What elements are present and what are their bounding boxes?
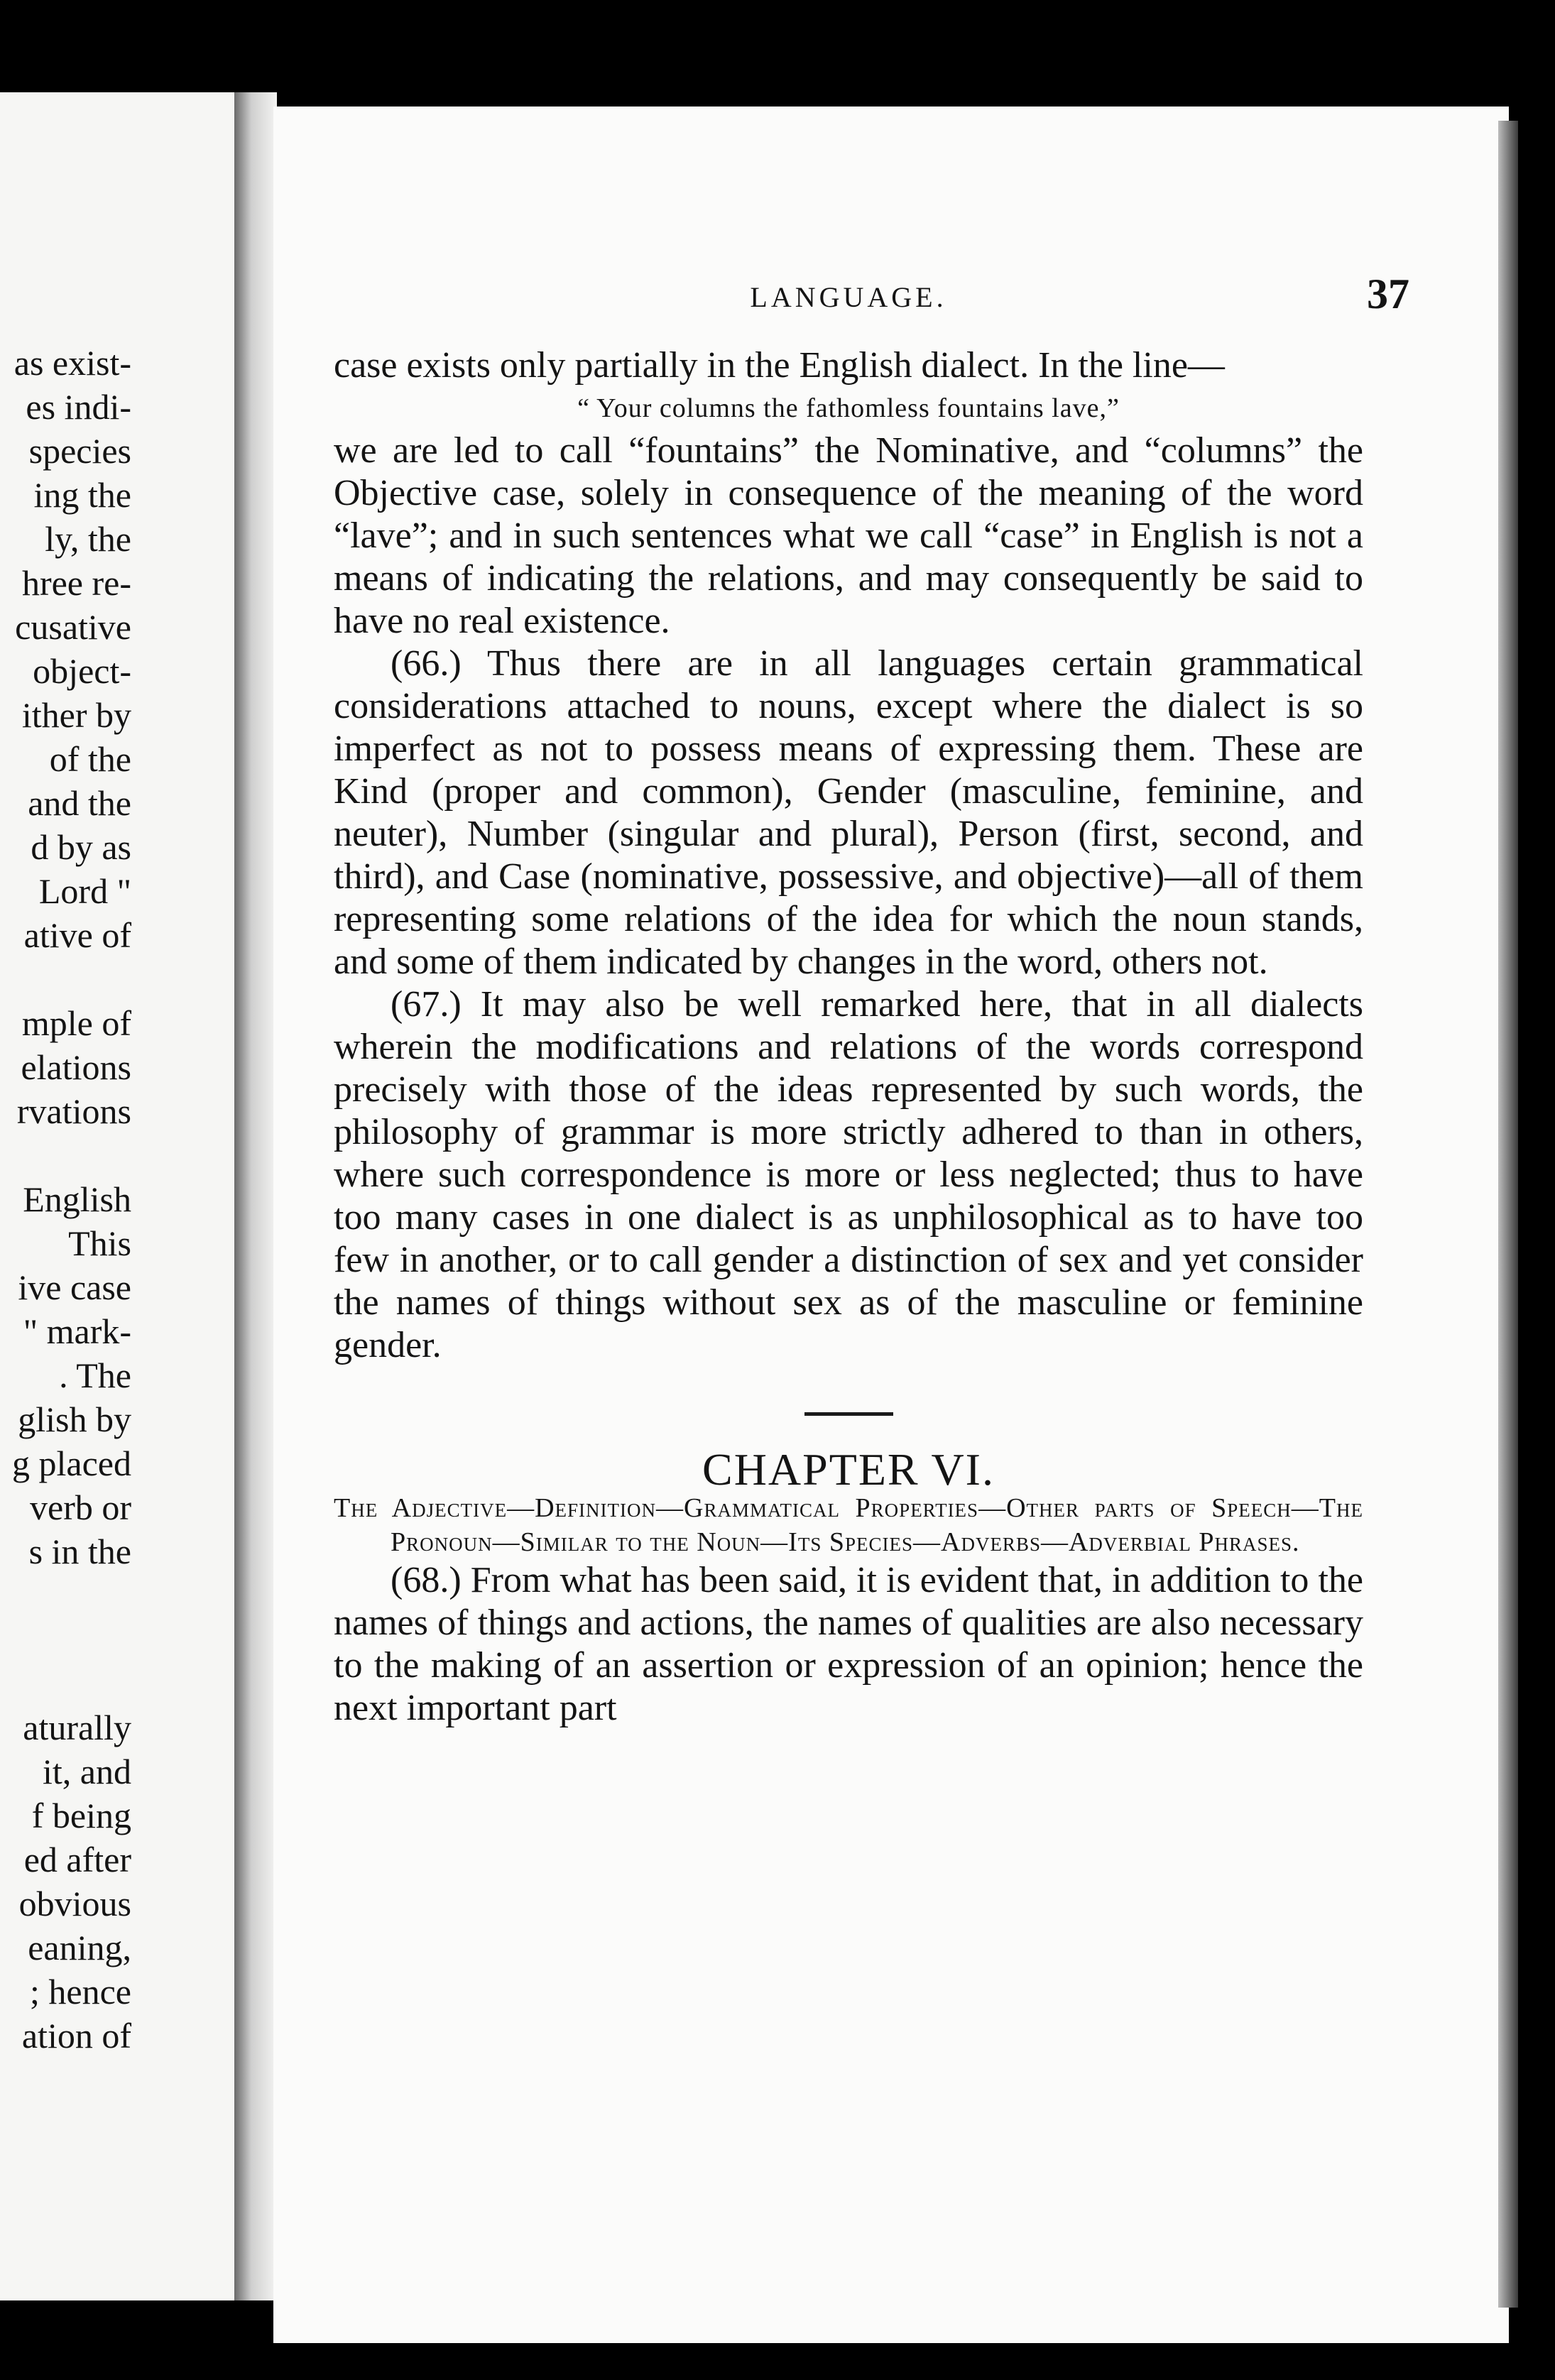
left-fragment-line: ly, the (45, 519, 131, 559)
left-fragment-line: ive case (18, 1267, 131, 1307)
left-fragment-line: object- (33, 651, 131, 691)
left-fragment-line (0, 1617, 131, 1661)
page-number: 37 (1367, 271, 1409, 317)
left-fragment-line: . The (59, 1355, 131, 1395)
left-fragment-line (0, 957, 131, 1001)
book-gutter (234, 92, 277, 2300)
paragraph-66: (66.) Thus there are in all languages certain grammatical considerations attached to nouns, except where the dialect is so imperfect as not to possess means of expressing them. These are Kind (proper and common), Gender (masculine, feminine, and neuter), Number (singular and plural), Person (first, second, and third), and Case (nominative, possessive, and objective)—all of them representing some relations of the idea for which the noun stands, and some of them indicated by changes in the word, others not. (334, 643, 1363, 982)
left-fragment-line: and the (28, 783, 131, 823)
right-page (273, 107, 1509, 2343)
chapter-title: CHAPTER VI. (702, 1444, 995, 1495)
left-fragment-line: eaning, (28, 1928, 131, 1967)
left-fragment-line (0, 1133, 131, 1177)
chapter-summary: The Adjective—Definition—Grammatical Properties—Other parts of Speech—The Pronoun—Similar to the Noun—Its Species—Adverbs—Adverbial Phrases. (334, 1493, 1363, 1557)
left-fragment-line: glish by (18, 1399, 131, 1439)
left-fragment-line: This (68, 1223, 131, 1263)
left-fragment-line (0, 1573, 131, 1617)
paragraph-continuation: case exists only partially in the English dialect. In the line— (334, 345, 1225, 386)
left-page (0, 92, 245, 2300)
verse-quote: “ Your columns the fathomless fountains lave,” (577, 393, 1120, 423)
left-fragment-line: ing the (33, 475, 131, 515)
left-fragment-line: cusative (15, 607, 131, 647)
page-edge-shadow (1498, 121, 1518, 2308)
left-fragment-line: species (28, 431, 131, 471)
left-fragment-line: ation of (21, 2016, 131, 2056)
paragraph-68: (68.) From what has been said, it is evident that, in addition to the names of things and actions, the names of qualities are also necessary to the making of an assertion or expression of an opinion; hence the next important part (334, 1560, 1363, 1728)
left-page-text-fragments (0, 341, 131, 2058)
left-fragment-line: aturally (23, 1708, 131, 1747)
left-fragment-line: d by as (31, 827, 131, 867)
left-fragment-line: ative of (23, 915, 131, 955)
left-fragment-line: g placed (12, 1443, 131, 1483)
left-fragment-line: " mark- (23, 1311, 131, 1351)
paragraph-continuation-2: we are led to call “fountains” the Nominative, and “columns” the Objective case, solely in consequence of the meaning of the word “lave”; and in such sentences what we call “case” in English is not a means of indicating the relations, and may consequently be said to have no real existence. (334, 430, 1363, 641)
left-fragment-line: es indi- (26, 387, 131, 427)
left-fragment-line: mple of (21, 1003, 131, 1043)
left-fragment-line: s in the (28, 1532, 131, 1571)
left-fragment-line: English (23, 1179, 131, 1219)
left-fragment-line: elations (21, 1047, 131, 1087)
left-fragment-line: of the (49, 739, 131, 779)
left-fragment-line: f being (31, 1796, 131, 1835)
paragraph-67: (67.) It may also be well remarked here, that in all dialects wherein the modifications and relations of the words correspond precisely with those of the ideas represented by such words, the philosophy of grammar is more strictly adhered to than in others, where such correspondence is more or less neglected; thus to have too many cases in one dialect is as unphilosophical as to have too few in another, or to call gender a distinction of sex and yet consider the names of things without sex as of the masculine or feminine gender. (334, 984, 1363, 1365)
left-fragment-line: ed after (23, 1840, 131, 1879)
left-fragment-line (0, 1661, 131, 1705)
left-fragment-line: Lord " (38, 871, 131, 911)
left-fragment-line: it, and (43, 1752, 131, 1791)
left-fragment-line: rvations (16, 1091, 131, 1131)
left-fragment-line: obvious (18, 1884, 131, 1923)
left-fragment-line: ither by (21, 695, 131, 735)
page-body (334, 344, 1363, 1730)
left-fragment-line: ; hence (30, 1972, 131, 2011)
left-fragment-line: verb or (30, 1488, 131, 1527)
left-fragment-line: hree re- (21, 563, 131, 603)
running-head: LANGUAGE. (750, 281, 947, 313)
left-fragment-line: as exist- (13, 343, 131, 383)
section-rule (804, 1412, 893, 1416)
